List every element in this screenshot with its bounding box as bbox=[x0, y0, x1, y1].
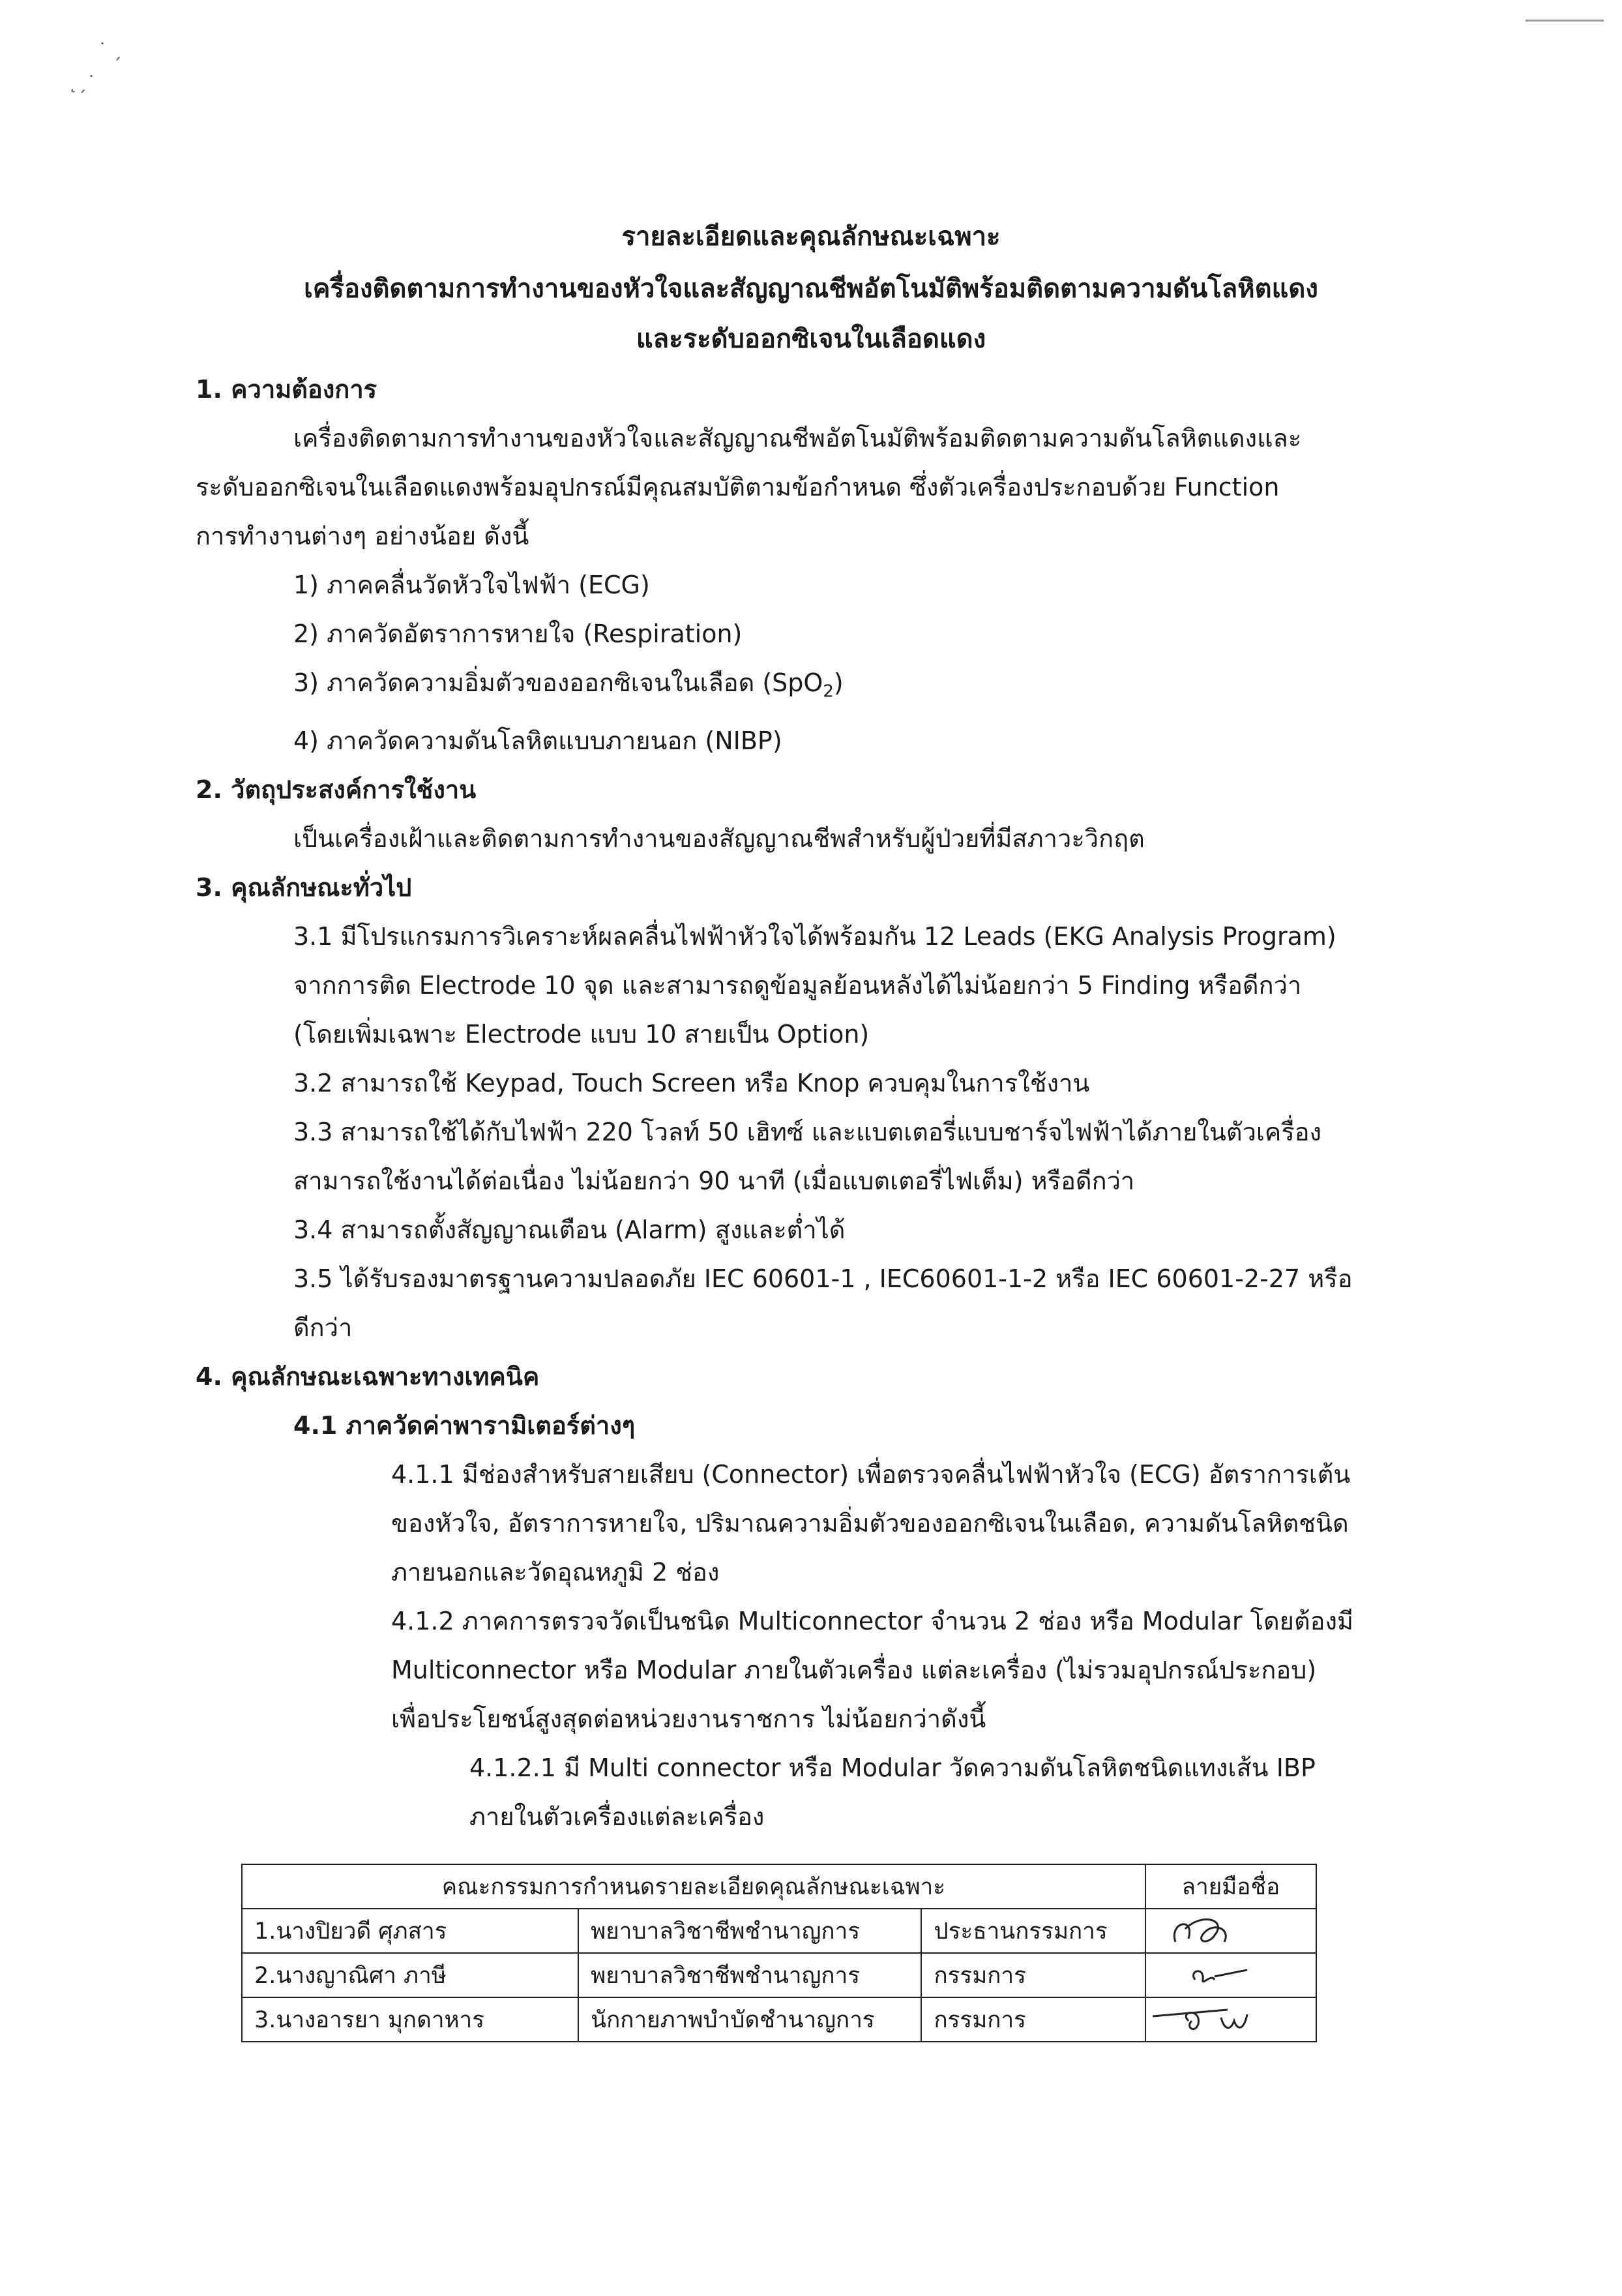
section2-text: เป็นเครื่องเฝ้าและติดตามการทำงานของสัญญาณชีพสำหรับผู้ป่วยที่มีสภาวะวิกฤต bbox=[293, 824, 1145, 853]
subscript-2: 2 bbox=[823, 681, 834, 702]
section4-heading: 4. คุณลักษณะเฉพาะทางเทคนิค bbox=[196, 1362, 540, 1391]
doc-title-line1: รายละเอียดและคุณลักษณะเฉพาะ bbox=[621, 222, 1001, 252]
member-name: 1.นางปิยวดี ศุภสาร bbox=[242, 1909, 578, 1953]
section1-item: 2) ภาควัดอัตราการหายใจ (Respiration) bbox=[293, 619, 743, 648]
section1-para-line: การทำงานต่างๆ อย่างน้อย ดังนี้ bbox=[196, 522, 529, 550]
section1-item3-text: 3) ภาควัดความอิ่มตัวของออกซิเจนในเลือด (SpO bbox=[293, 668, 823, 697]
section4-4121-line: ภายในตัวเครื่องแต่ละเครื่อง bbox=[469, 1802, 765, 1831]
section4-subheading: 4.1 ภาควัดค่าพารามิเตอร์ต่างๆ bbox=[293, 1410, 636, 1440]
doc-title-line3: และระดับออกซิเจนในเลือดแดง bbox=[636, 324, 986, 354]
scan-speck: ˛ˏ˙ bbox=[68, 72, 96, 93]
member-role: กรรมการ bbox=[921, 1997, 1145, 2042]
scan-mark bbox=[1526, 20, 1604, 22]
closing-paren: ) bbox=[833, 668, 844, 697]
section3-line: ดีกว่า bbox=[293, 1313, 353, 1342]
handwritten-signature-icon bbox=[1149, 1998, 1280, 2042]
section4-412-line: Multiconnector หรือ Modular ภายในตัวเครื่อง แต่ละเครื่อง (ไม่รวมอุปกรณ์ประกอบ) bbox=[391, 1655, 1317, 1684]
scan-speck: ˙ ˏ bbox=[98, 39, 122, 61]
section2-heading: 2. วัตถุประสงค์การใช้งาน bbox=[196, 775, 477, 804]
member-name: 2.นางญาณิศา ภาษี bbox=[242, 1953, 578, 1997]
signature-cell bbox=[1145, 1997, 1316, 2042]
signature-cell bbox=[1145, 1953, 1316, 1997]
handwritten-signature-icon bbox=[1149, 1954, 1254, 1998]
section3-line: สามารถใช้งานได้ต่อเนื่อง ไม่น้อยกว่า 90 นาที (เมื่อแบตเตอรี่ไฟเต็ม) หรือดีกว่า bbox=[293, 1166, 1135, 1195]
committee-row bbox=[242, 1997, 1316, 2042]
section3-line: 3.5 ได้รับรองมาตรฐานความปลอดภัย IEC 60601-1 , IEC60601-1-2 หรือ IEC 60601-2-27 หรือ bbox=[293, 1264, 1353, 1293]
committee-header-row bbox=[242, 1864, 1316, 1909]
section1-item: 4) ภาควัดความดันโลหิตแบบภายนอก (NIBP) bbox=[293, 726, 782, 755]
section4-4121-line: 4.1.2.1 มี Multi connector หรือ Modular วัดความดันโลหิตชนิดแทงเส้น IBP bbox=[469, 1753, 1316, 1782]
section3-line: 3.4 สามารถตั้งสัญญาณเตือน (Alarm) สูงและต่ำได้ bbox=[293, 1215, 846, 1244]
doc-title-line2: เครื่องติดตามการทำงานของหัวใจและสัญญาณชีพอัตโนมัติพร้อมติดตามความดันโลหิตแดง bbox=[304, 274, 1318, 304]
section4-411-line: ภายนอกและวัดอุณหภูมิ 2 ช่อง bbox=[391, 1557, 720, 1587]
section3-line: จากการติด Electrode 10 จุด และสามารถดูข้อมูลย้อนหลังได้ไม่น้อยกว่า 5 Finding หรือดีกว่า bbox=[293, 970, 1302, 1000]
committee-table bbox=[241, 1864, 1317, 2042]
member-position: พยาบาลวิชาชีพชำนาญการ bbox=[578, 1953, 921, 1997]
signature-header: ลายมือชื่อ bbox=[1145, 1864, 1316, 1909]
section1-para-line: ระดับออกซิเจนในเลือดแดงพร้อมอุปกรณ์มีคุณสมบัติตามข้อกำหนด ซึ่งตัวเครื่องประกอบด้วย Function bbox=[196, 473, 1280, 501]
member-role: กรรมการ bbox=[921, 1953, 1145, 1997]
section3-line: 3.3 สามารถใช้ได้กับไฟฟ้า 220 โวลท์ 50 เฮิทซ์ และแบตเตอรี่แบบชาร์จไฟฟ้าได้ภายในตัวเครื่อง bbox=[293, 1117, 1322, 1146]
section1-item bbox=[196, 659, 1467, 717]
section1-item: 1) ภาคคลื่นวัดหัวใจไฟฟ้า (ECG) bbox=[293, 571, 650, 599]
document-body bbox=[196, 365, 1467, 1841]
section3-line: 3.2 สามารถใช้ Keypad, Touch Screen หรือ Knop ควบคุมในการใช้งาน bbox=[293, 1068, 1090, 1097]
member-role: ประธานกรรมการ bbox=[921, 1909, 1145, 1953]
signature-cell bbox=[1145, 1909, 1316, 1953]
section1-para-line: เครื่องติดตามการทำงานของหัวใจและสัญญาณชีพอัตโนมัติพร้อมติดตามความดันโลหิตแดงและ bbox=[293, 424, 1302, 453]
section4-412-line: เพื่อประโยชน์สูงสุดต่อหน่วยงานราชการ ไม่น้อยกว่าดังนี้ bbox=[391, 1704, 986, 1733]
member-position: นักกายภาพบำบัดชำนาญการ bbox=[578, 1997, 921, 2042]
section3-line: 3.1 มีโปรแกรมการวิเคราะห์ผลคลื่นไฟฟ้าหัวใจได้พร้อมกัน 12 Leads (EKG Analysis Program) bbox=[293, 921, 1336, 951]
section3-line: (โดยเพิ่มเฉพาะ Electrode แบบ 10 สายเป็น Option) bbox=[293, 1019, 870, 1049]
member-position: พยาบาลวิชาชีพชำนาญการ bbox=[578, 1909, 921, 1953]
section3-heading: 3. คุณลักษณะทั่วไป bbox=[196, 872, 412, 902]
section4-411-line: ของหัวใจ, อัตราการหายใจ, ปริมาณความอิ่มตัวของออกซิเจนในเลือด, ความดันโลหิตชนิด bbox=[391, 1508, 1349, 1538]
member-name: 3.นางอารยา มุกดาหาร bbox=[242, 1997, 578, 2042]
section1-heading: 1. ความต้องการ bbox=[196, 375, 377, 404]
committee-header: คณะกรรมการกำหนดรายละเอียดคุณลักษณะเฉพาะ bbox=[242, 1864, 1145, 1909]
committee-row bbox=[242, 1909, 1316, 1953]
committee-row bbox=[242, 1953, 1316, 1997]
section4-411-line: 4.1.1 มีช่องสำหรับสายเสียบ (Connector) เพื่อตรวจคลื่นไฟฟ้าหัวใจ (ECG) อัตราการเต้น bbox=[391, 1459, 1351, 1489]
section4-412-line: 4.1.2 ภาคการตรวจวัดเป็นชนิด Multiconnector จำนวน 2 ช่อง หรือ Modular โดยต้องมี bbox=[391, 1606, 1354, 1635]
handwritten-signature-icon bbox=[1149, 1909, 1254, 1954]
